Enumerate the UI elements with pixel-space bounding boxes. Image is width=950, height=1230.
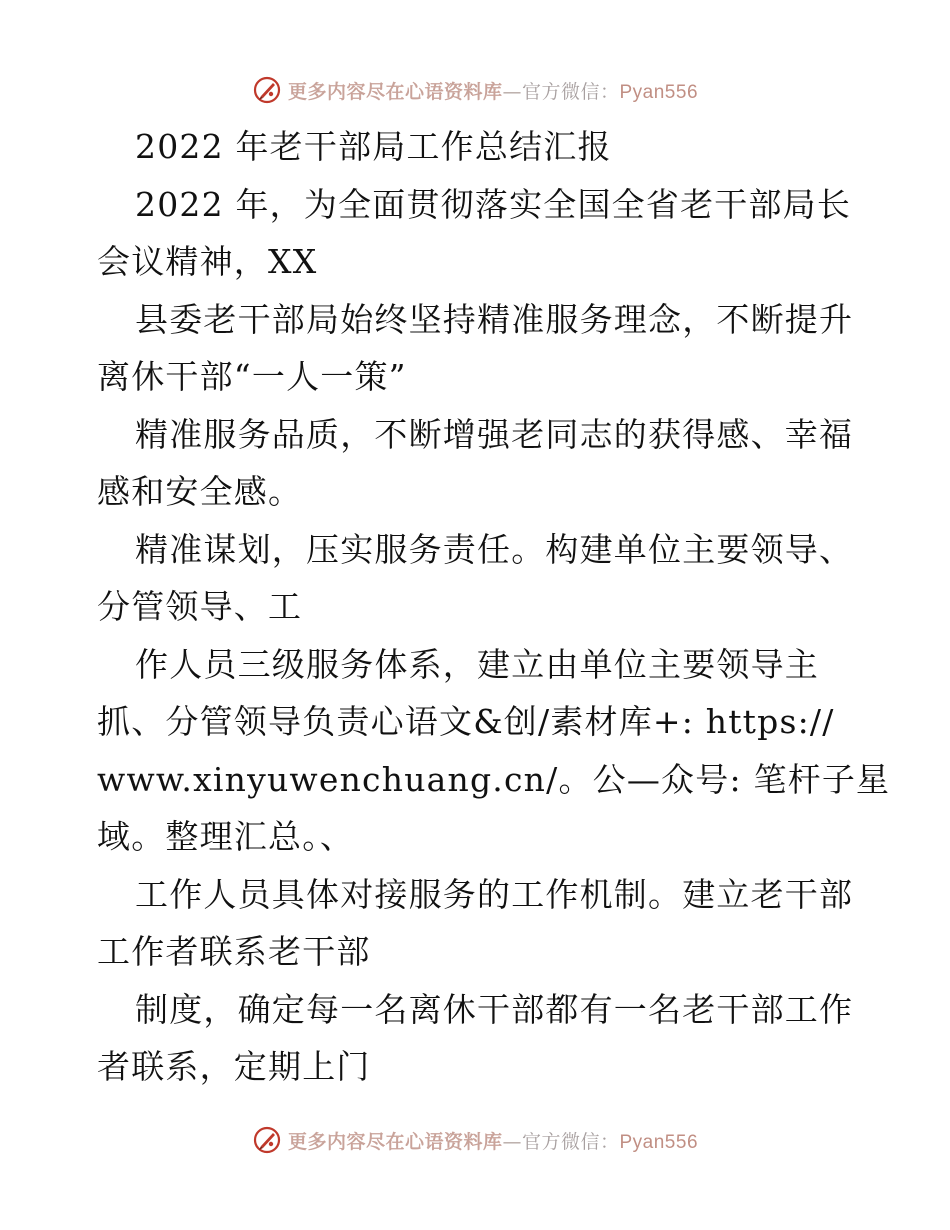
paragraph-line: 县委老干部局始终坚持精准服务理念，不断提升 bbox=[135, 299, 854, 339]
watermark-dash: — bbox=[502, 1130, 522, 1153]
footer-watermark bbox=[0, 1120, 950, 1160]
quill-logo-icon bbox=[252, 1125, 282, 1155]
paragraph-line: www.xinyuwenchuang.cn/。公—众号: 笔杆子星 bbox=[97, 759, 891, 799]
document-title: 2022 年老干部局工作总结汇报 bbox=[135, 127, 612, 166]
watermark-dash: — bbox=[502, 80, 522, 103]
watermark-wechat-id: Pyan556 bbox=[619, 1131, 699, 1153]
paragraph-line: 工作人员具体对接服务的工作机制。建立老干部 bbox=[135, 874, 854, 914]
paragraph-line: 作人员三级服务体系，建立由单位主要领导主 bbox=[135, 644, 819, 684]
watermark-wechat-label: 官方微信： bbox=[521, 80, 620, 103]
paragraph-line: 精准服务品质，不断增强老同志的获得感、幸福 bbox=[135, 414, 854, 454]
paragraph-line: 感和安全感。 bbox=[97, 472, 303, 511]
watermark-brand: 更多内容尽在心语资料库 bbox=[287, 1130, 503, 1153]
paragraph-line: 离休干部“一人一策” bbox=[97, 357, 407, 396]
watermark-brand: 更多内容尽在心语资料库 bbox=[287, 80, 503, 103]
watermark-wechat-label: 官方微信： bbox=[521, 1130, 620, 1153]
paragraph-line: 抓、分管领导负责心语文&创/素材库+: https:// bbox=[97, 702, 835, 741]
watermark-wechat-id: Pyan556 bbox=[619, 81, 699, 103]
paragraph-line: 2022 年，为全面贯彻落实全国全省老干部局长 bbox=[135, 184, 852, 224]
paragraph-line: 域。整理汇总。、 bbox=[97, 817, 355, 856]
paragraph-line: 分管领导、工 bbox=[97, 587, 303, 626]
paragraph-line: 工作者联系老干部 bbox=[97, 932, 371, 971]
paragraph-line: 会议精神，XX bbox=[97, 242, 318, 281]
header-watermark bbox=[0, 70, 950, 110]
quill-logo-icon bbox=[252, 75, 282, 105]
paragraph-line: 精准谋划，压实服务责任。构建单位主要领导、 bbox=[135, 529, 854, 569]
paragraph-line: 制度，确定每一名离休干部都有一名老干部工作 bbox=[135, 989, 854, 1029]
paragraph-line: 者联系，定期上门 bbox=[97, 1047, 371, 1086]
document-body bbox=[97, 118, 891, 1096]
